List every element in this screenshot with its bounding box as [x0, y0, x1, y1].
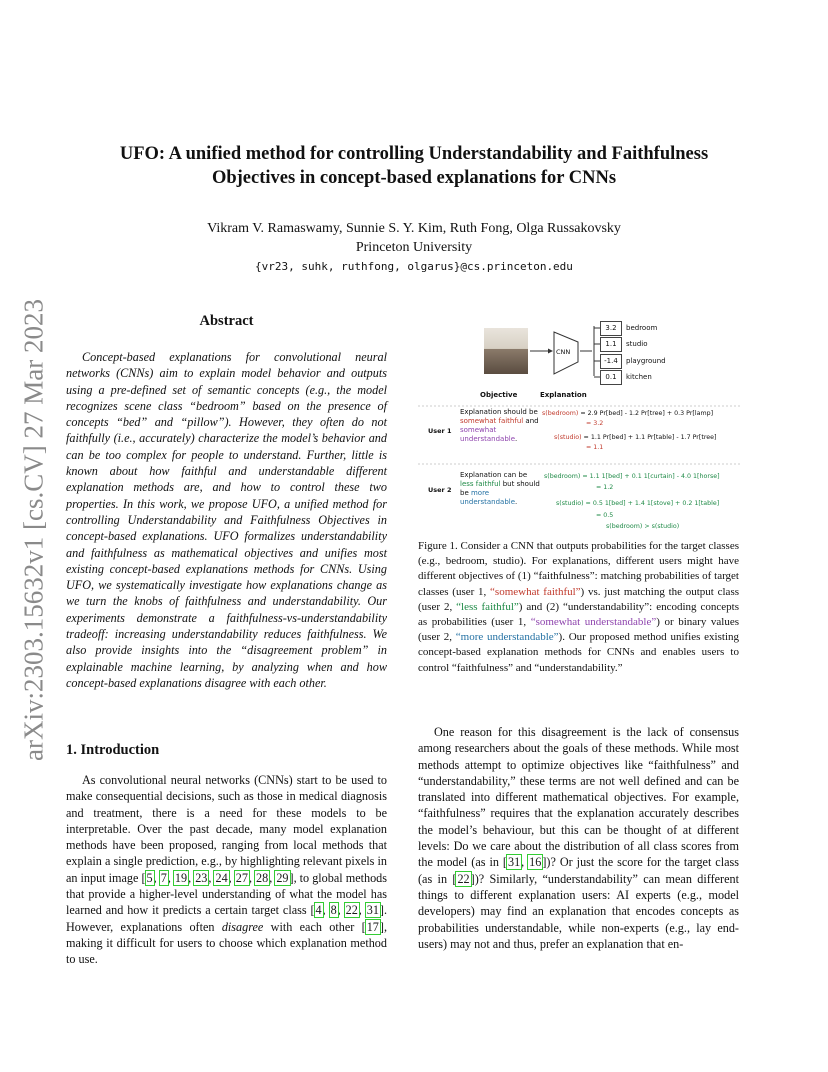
citation-link[interactable]: 27: [235, 870, 248, 885]
intro-emphasis: disagree: [221, 919, 264, 934]
citation-link[interactable]: 23: [195, 870, 208, 885]
title-line-2: Objectives in concept-based explanations for CNNs: [211, 168, 617, 188]
citation-link[interactable]: 8: [330, 903, 337, 918]
author-block: [60, 219, 768, 257]
citation-link[interactable]: 24: [215, 870, 228, 885]
objective-text: but should be: [460, 480, 540, 497]
abstract-text: Concept-based explanations for convolutional neural networks (CNNs) aim to explain model behavior and outputs using a pre-defined set of semantic concepts (e.g., the model recognizes scene class “bedroom” based on the presence of concepts “bed” and “pillow”). However, they often do not faithfully (i.e., accurately) characterize the model’s behavior and can be too complex for people to understand. Further, little is known about how faithful and understandable different explanation methods are, and how to control these two properties. In this work, we propose UFO, a unified method for controlling Understandability and Faithfulness Objectives in concept-based explanations. UFO formalizes understandability and faithfulness as mathematical objectives and unifies most existing concept-based explanations methods for CNNs. Using UFO, we systematically investigate how explanations change as we turn the knobs of faithfulness and understandability. Our experiments demonstrate a faithfulness-vs-understandability tradeoff: increasing understandability reduces faithfulness. We also provide insights into the “disagreement problem” in explainable machine learning, by analyzing when and how concept-based explanations disagree with each other.: [66, 350, 387, 690]
citation-link[interactable]: 22: [457, 871, 470, 886]
output-score: -1.4: [600, 354, 622, 369]
intro-text: )? Or just the score for the target class (as in: [418, 855, 739, 886]
user-1-objective: [460, 408, 542, 444]
output-class: playground: [626, 357, 666, 365]
output-score: 3.2: [600, 321, 622, 336]
equation-text: = 2.9 Pr[bed] - 1.2 Pr[tree] + 0.3 Pr[lamp]: [578, 410, 714, 417]
title-line-1: UFO: A unified method for controlling Understandability and Faithfulness: [119, 144, 709, 164]
intro-text: . However, explanations often: [66, 903, 388, 934]
objective-text: .: [515, 498, 518, 506]
caption-somewhat-understandable: “somewhat understandable”: [530, 616, 657, 629]
citation-link[interactable]: 22: [345, 903, 358, 918]
output-class: kitchen: [626, 373, 652, 381]
output-class: studio: [626, 340, 648, 348]
user-1-label: User 1: [428, 427, 452, 435]
author-names: Vikram V. Ramaswamy, Sunnie S. Y. Kim, Ruth Fong, Olga Russakovsky: [207, 221, 621, 236]
equation-text: = 1.1 Pr[bed] + 1.1 Pr[table] - 1.7 Pr[tree]: [581, 434, 717, 441]
user-2-label: User 2: [428, 486, 452, 494]
objective-header: Objective: [480, 391, 518, 399]
u1-explanation-bedroom: [542, 409, 713, 418]
figure-caption: [418, 539, 739, 676]
somewhat-understandable: somewhat understandable: [460, 426, 516, 443]
arxiv-id: arXiv:2303.15632v1 [cs.CV] 27 Mar 2023: [18, 299, 49, 761]
intro-text: )? Similarly, “understandability” can mean different things to different explanation users: AI experts (e.g., model developers) may find an explanation that encodes concepts as probabilities understandable, while non-experts (e.g., lay end-users) may not and thus, prefer an explanation that en-: [418, 871, 739, 951]
citation-link[interactable]: 19: [174, 870, 188, 885]
objective-text: Explanation should be: [460, 408, 538, 416]
citation-link[interactable]: 28: [256, 870, 269, 885]
citation-link[interactable]: 5: [146, 870, 153, 885]
u2-studio-value: = 0.5: [596, 512, 614, 519]
caption-text: ) and (2) “understandability”: encoding concepts as probabilities (user 1,: [418, 600, 739, 629]
intro-text: , making it difficult for users to choose which explanation method to use.: [66, 919, 387, 967]
output-class: bedroom: [626, 324, 658, 332]
intro-paragraph-2: One reason for this disagreement is the lack of consensus among researchers about the goals of these methods. While most methods attempt to optimize objectives like “faithfulness” and “understandability,” these terms are not well defined and can be translated into different mathematical objectives. For example, “faithfulness” requires that the explanation accurately describes the model’s behaviour, but this can be thought of at different levels: Do we care about the distribution of all class scores from the model (as in [31, 16])? Or just the score for the target class (as in [22])? Similarly, “understandability” can mean different things to different explanation users: AI experts (e.g., model developers) may find an explanation that encodes concepts as probabilities understandable, while non-experts (e.g., lay end-users) may not and thus, prefer an explanation that en-: [418, 725, 739, 951]
citation-link[interactable]: 4: [315, 903, 322, 918]
intro-text: As convolutional neural networks (CNNs) start to be used to make consequential decisions, such as those in medical diagnosis and treatment, there is a need for these models to be interpretable. Over the past decade, many model explanation methods have been proposed, ranging from local methods that explain a single prediction, e.g., by highlighting relevant pixels in an input image: [66, 773, 387, 885]
cnn-label: CNN: [556, 348, 571, 356]
figure-1: [418, 314, 740, 532]
affiliation: Princeton University: [355, 240, 473, 255]
objective-text: Explanation can be: [460, 471, 528, 479]
output-score: 1.1: [600, 337, 622, 352]
user-2-objective: [460, 471, 542, 507]
citation-link[interactable]: 16: [529, 855, 542, 870]
output-score: 0.1: [600, 370, 622, 385]
caption-text: ) vs. just matching the output class (user 2,: [418, 585, 739, 613]
paper-title: [60, 142, 768, 190]
u1-bedroom-value: = 3.2: [586, 420, 604, 427]
u1-studio-value: = 1.1: [586, 444, 604, 451]
intro-text: , to global methods that provide a higher-level understanding of what the model has learned and how it predicts a certain target class: [66, 870, 388, 918]
intro-text: One reason for this disagreement is the lack of consensus among researchers about the goals of these methods. While most methods attempt to optimize objectives like “faithfulness” and “understandability,” these terms are not well defined and can be translated into different mathematical objectives. For example, “faithfulness” requires that the explanation accurately describes the model’s behaviour, but this can be thought of at different levels: Do we care about the distribution of all class scores from the model (as in: [418, 725, 739, 870]
score-term: s(studio): [554, 434, 582, 441]
section-heading: 1. Introduction: [66, 742, 160, 758]
objective-text: .: [515, 435, 518, 443]
citation-link[interactable]: 7: [160, 870, 167, 885]
u2-bedroom-value: = 1.2: [596, 484, 614, 491]
caption-somewhat-faithful: “somewhat faithful”: [490, 585, 581, 598]
score-term: s(bedroom): [542, 410, 579, 417]
objective-text: and: [523, 417, 539, 425]
explanation-header: Explanation: [540, 391, 587, 399]
more-understandable: more understandable: [460, 489, 516, 506]
u1-explanation-studio: [554, 433, 716, 442]
intro-text: with each other: [263, 919, 362, 934]
less-faithful: less faithful: [460, 480, 501, 488]
citation-link[interactable]: 31: [507, 855, 521, 870]
caption-less-faithful: “less faithful”: [456, 600, 519, 613]
citation-link[interactable]: 31: [366, 903, 379, 918]
caption-text: ). Our proposed method unifies existing concept-based explanation methods for CNNs and enables users to control “faithfulness” and “understandability.”: [418, 631, 739, 674]
citation-link[interactable]: 29: [276, 870, 289, 885]
arxiv-stamp: [4, 280, 64, 780]
somewhat-faithful: somewhat faithful: [460, 417, 524, 425]
u2-comparison: s(bedroom) > s(studio): [606, 523, 680, 530]
caption-more-understandable: “more understandable”: [455, 631, 559, 644]
intro-paragraph: As convolutional neural networks (CNNs) start to be used to make consequential decisions, such as those in medical diagnosis and treatment, there is a need for these models to be interpretable. Over the past decade, many model explanation methods have been proposed, ranging from local methods that explain a single prediction, e.g., by highlighting relevant pixels in an input image [5, 7, 19, 23, 24, 27, 28, 29], to global methods that provide a higher-level understanding of what the model has learned and how it predicts a certain target class [4, 8, 22, 31]. However, explanations often disagree with each other [17], making it difficult for users to choose which explanation method to use.: [66, 773, 388, 967]
caption-text: ) or binary values (user 2,: [418, 616, 739, 644]
caption-text: Figure 1. Consider a CNN that outputs probabilities for the target classes (e.g., bedroom, studio). For explanations, different users might have different objectives of (1) “faithfulness”: matching probabilities of target classes (user 1,: [418, 540, 739, 598]
author-emails: {vr23, suhk, ruthfong, olgarus}@cs.princeton.edu: [255, 260, 573, 273]
u2-explanation-studio: s(studio) = 0.5 1[bed] + 1.4 1[stove] + 0.2 1[table]: [556, 500, 720, 507]
u2-explanation-bedroom: s(bedroom) = 1.1 1[bed] + 0.1 1[curtain] - 4.0 1[horse]: [544, 473, 720, 480]
citation-link[interactable]: 17: [366, 919, 379, 934]
abstract-heading: Abstract: [199, 313, 254, 329]
